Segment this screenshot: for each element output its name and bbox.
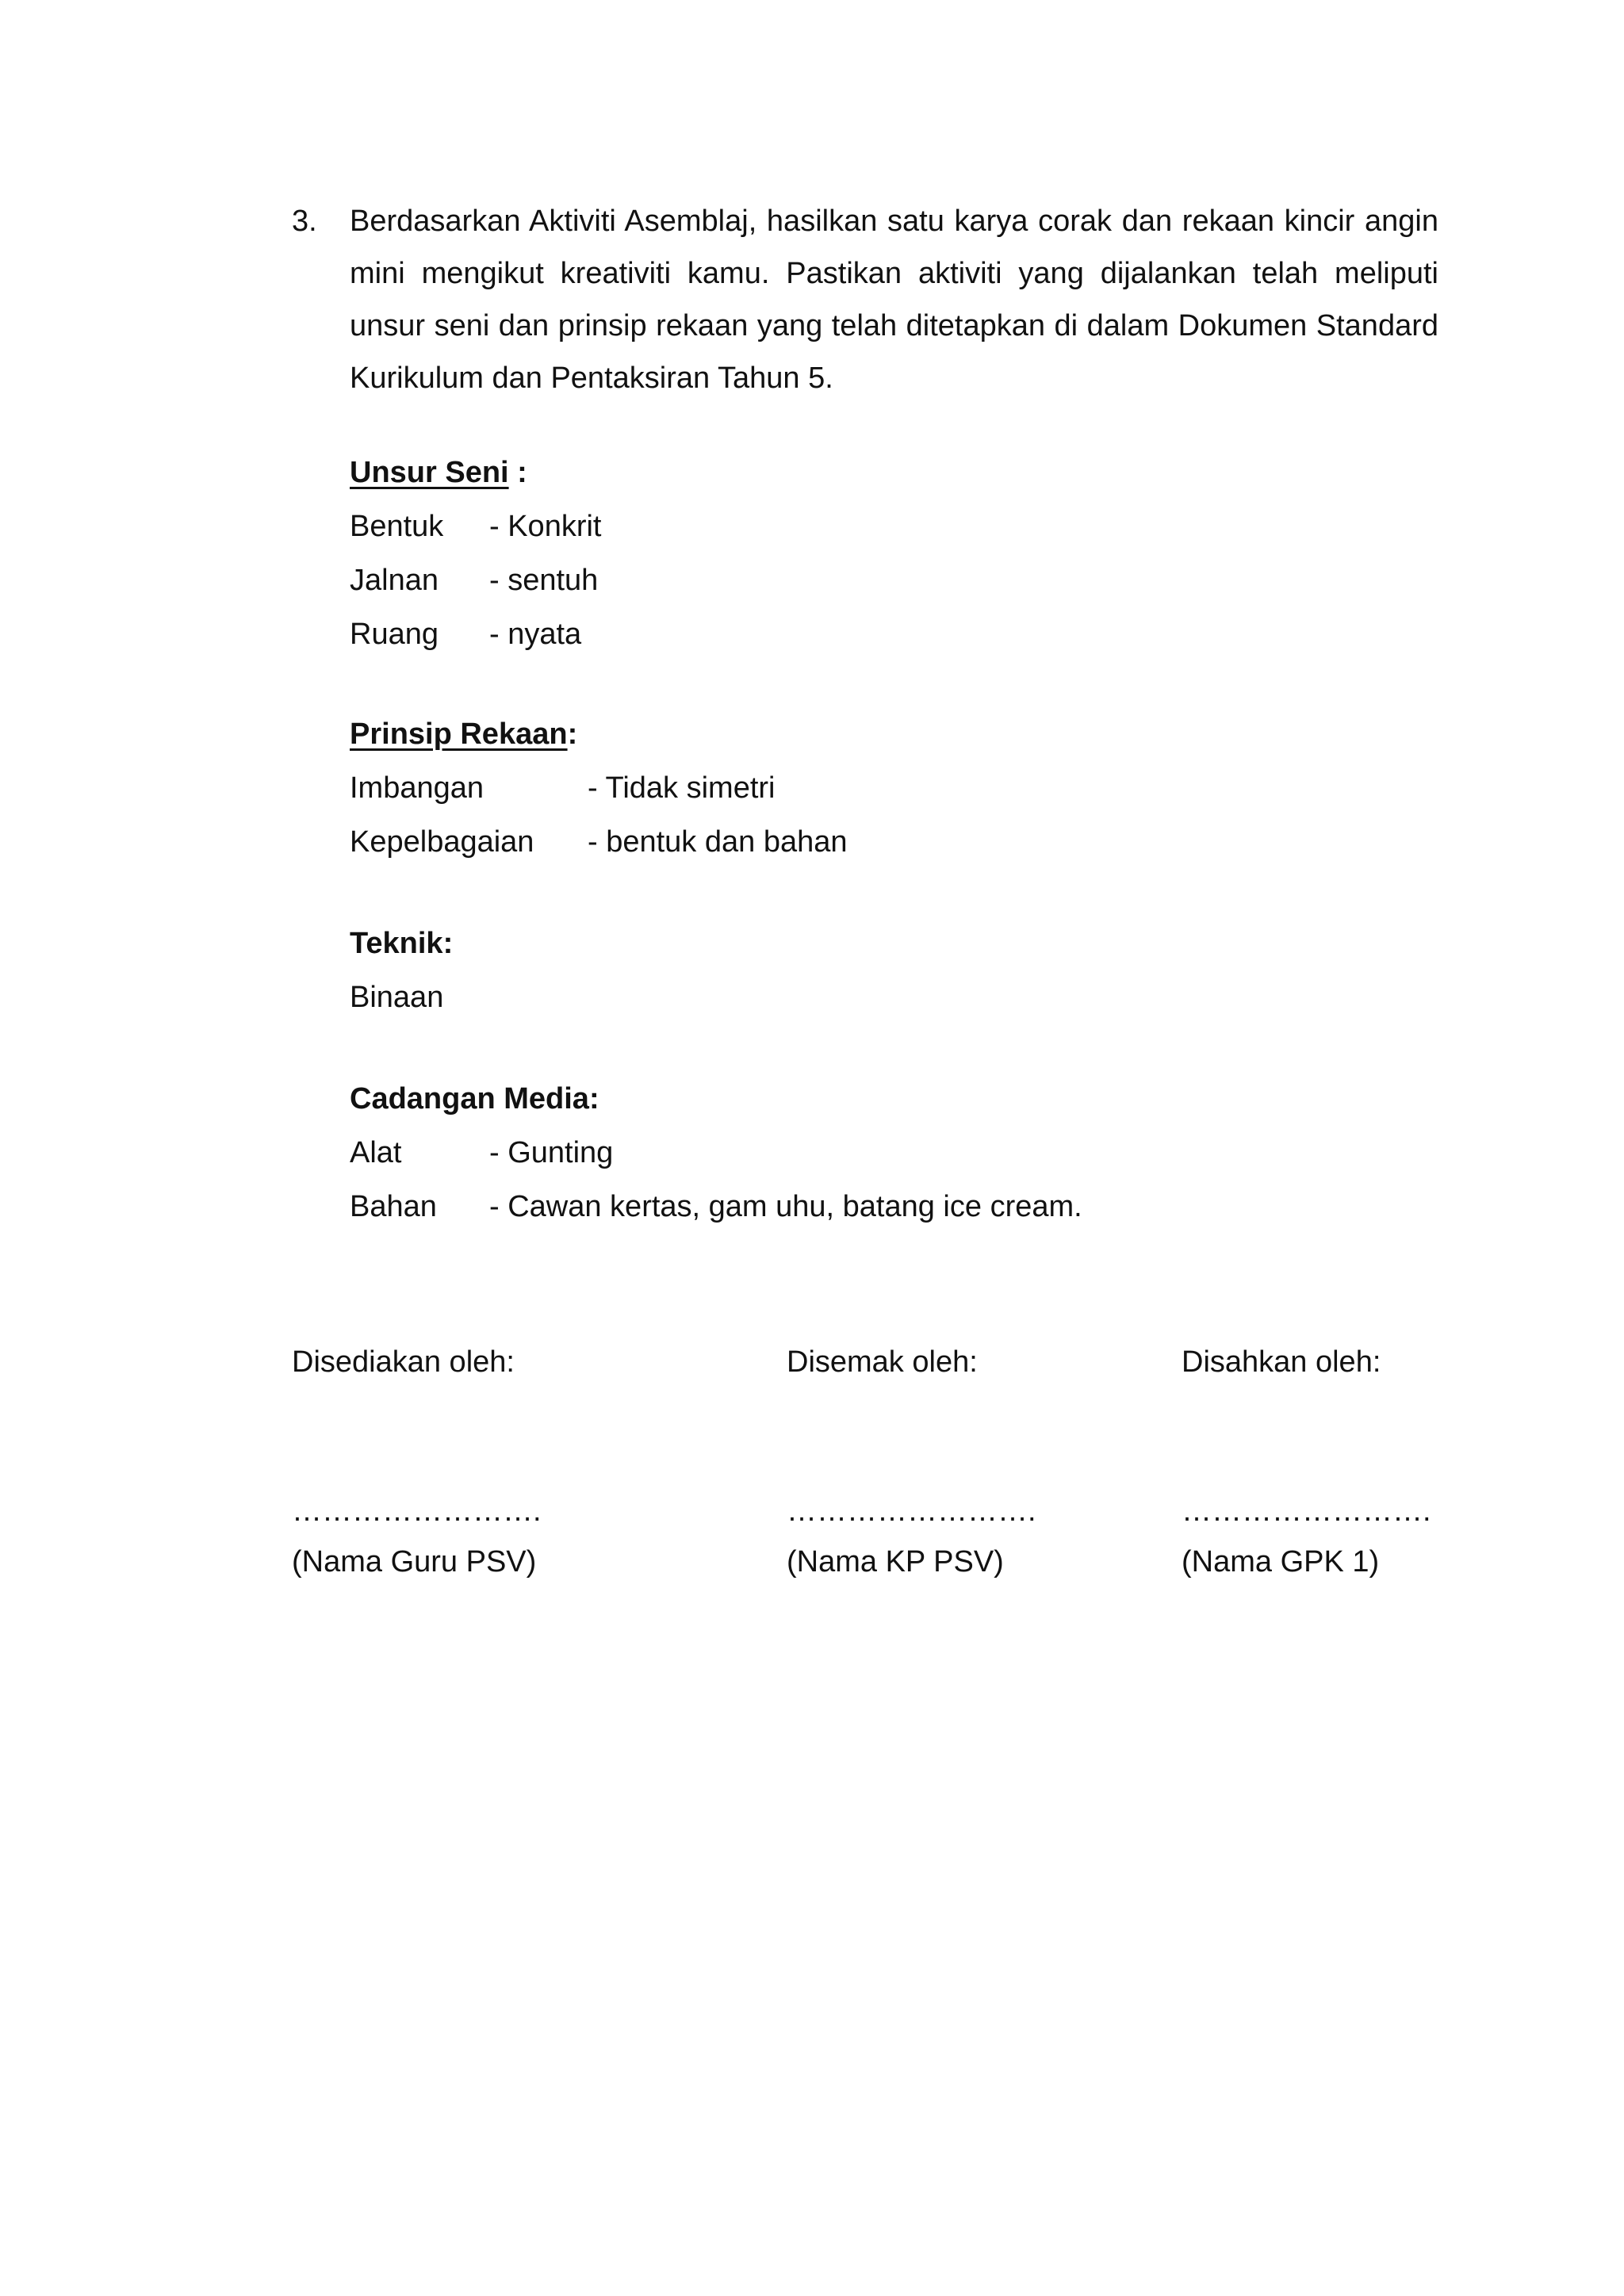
cadangan-media-heading: Cadangan Media:	[350, 1082, 599, 1115]
term-value: - Konkrit	[489, 510, 602, 543]
term: Ruang	[350, 618, 439, 651]
teknik-section	[350, 916, 453, 1024]
list-item	[350, 553, 601, 607]
list-item	[350, 607, 601, 661]
term: Jalnan	[350, 564, 439, 597]
list-item	[350, 815, 848, 869]
list-item	[350, 1126, 1082, 1180]
question-text: Berdasarkan Aktiviti Asemblaj, hasilkan satu karya corak dan rekaan kincir angin mini mengikut kreativiti kamu. Pastikan aktiviti yang dijalankan telah meliputi unsur seni dan prinsip rekaan yang telah ditetapkan di dalam Dokumen Standard Kurikulum dan Pentaksiran Tahun 5.	[350, 205, 1438, 395]
list-item	[350, 1180, 1082, 1234]
term-value: - nyata	[489, 618, 582, 651]
term-value: - Gunting	[489, 1136, 614, 1169]
term: Bahan	[350, 1190, 437, 1223]
unsur-seni-heading	[350, 446, 601, 499]
prinsip-rekaan-heading-text: Prinsip Rekaan	[350, 718, 568, 751]
list-item	[350, 499, 601, 553]
signature-label: Disemak oleh:	[787, 1345, 978, 1379]
term-value: - bentuk dan bahan	[588, 825, 848, 859]
term: Imbangan	[350, 771, 485, 805]
unsur-seni-heading-text: Unsur Seni	[350, 456, 509, 489]
teknik-value: Binaan	[350, 981, 444, 1014]
term-value: - Cawan kertas, gam uhu, batang ice cream.	[489, 1190, 1082, 1223]
prinsip-rekaan-heading	[350, 707, 848, 761]
term-value: - Tidak simetri	[588, 771, 776, 805]
question-number: 3.	[292, 205, 317, 238]
signature-label: Disahkan oleh:	[1182, 1345, 1381, 1379]
term: Bentuk	[350, 510, 444, 543]
signature-checked-by	[787, 1338, 1036, 1586]
term-value: - sentuh	[489, 564, 599, 597]
term: Kepelbagaian	[350, 825, 534, 859]
prinsip-rekaan-heading-suffix: :	[567, 718, 578, 751]
unsur-seni-heading-suffix: :	[508, 456, 527, 489]
prinsip-rekaan-section	[350, 707, 848, 869]
signature-line: …………………….	[1182, 1494, 1431, 1528]
list-item	[350, 761, 848, 815]
unsur-seni-section	[350, 446, 601, 661]
cadangan-media-section	[350, 1072, 1082, 1234]
signature-label: Disediakan oleh:	[292, 1345, 515, 1379]
signature-approved-by	[1182, 1338, 1431, 1586]
signature-prepared-by	[292, 1338, 542, 1586]
signature-line: …………………….	[292, 1494, 542, 1528]
signature-name: (Nama GPK 1)	[1182, 1545, 1380, 1578]
teknik-heading: Teknik:	[350, 927, 454, 960]
signature-name: (Nama Guru PSV)	[292, 1545, 537, 1578]
signature-line: …………………….	[787, 1494, 1036, 1528]
signature-name: (Nama KP PSV)	[787, 1545, 1004, 1578]
term: Alat	[350, 1136, 402, 1169]
